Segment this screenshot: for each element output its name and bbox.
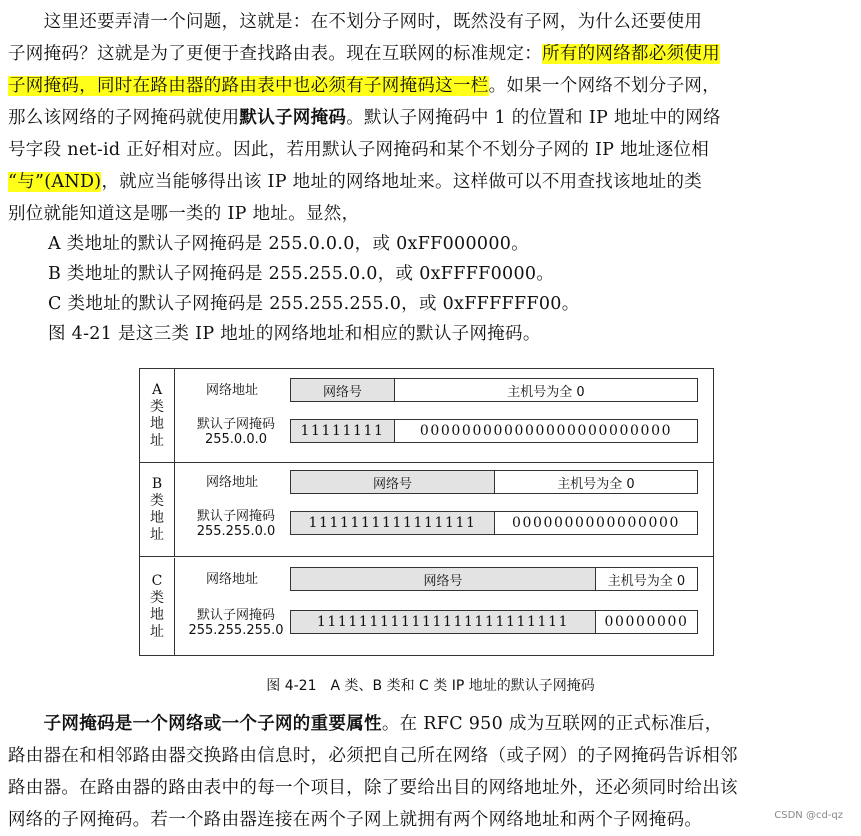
para2-line1 [8,708,723,740]
para1-line5: 号字段 net-id 正好相对应。因此，若用默认子网掩码和某个不划分子网的 IP 地址逐位相 [8,140,710,160]
mask-class-c: C 类地址的默认子网掩码是 255.255.255.0，或 0xFFFFFF00。 [48,294,580,314]
figure-4-21 [139,368,714,656]
mask-label: 默认子网掩码 255.255.0.0 [196,509,276,539]
para2-line3: 路由器。在路由器的路由表中的每一个项目，除了要给出目的网络地址外，还必须同时给出该 [8,778,738,798]
para2-line2: 路由器在和相邻路由器交换路由信息时，必须把自己所在网络（或子网）的子网掩码告诉相邻 [8,746,738,766]
class-c-label: C 类 地 址 [140,558,175,655]
mask-label: 默认子网掩码 255.0.0.0 [196,417,275,447]
term-default-mask: 默认子网掩码 [239,108,347,128]
highlight-rule-end: 子网掩码，同时在路由器的路由表中也必须有子网掩码这一栏 [8,76,489,96]
host-zero-field: 主机号为全 0 [494,470,698,494]
figure-caption: 图 4-21 A 类、B 类和 C 类 IP 地址的默认子网掩码 [266,678,595,694]
mask-zeros: 0000000000000000 [494,511,698,535]
mask-zeros: 000000000000000000000000 [394,419,698,443]
para1-line2-text: 子网掩码？这就是为了更便于查找路由表。现在互联网的标准规定： [8,44,542,64]
highlight-and: “与”(AND) [8,172,102,192]
para2-line1-text: 。在 RFC 950 成为互联网的正式标准后， [381,714,723,734]
para1-line4-rest: 。默认子网掩码中 1 的位置和 IP 地址中的网络 [346,108,721,128]
host-zero-field: 主机号为全 0 [394,378,698,402]
para1-line4 [8,102,721,134]
mask-ones: 11111111 [290,419,395,443]
net-id-field: 网络号 [290,378,395,402]
class-a-section [140,369,713,463]
mask-label: 默认子网掩码 255.255.255.0 [188,608,284,638]
net-id-field: 网络号 [290,567,596,591]
watermark: CSDN @cd-qz [774,810,843,821]
net-id-field: 网络号 [290,470,495,494]
para1-line3-text: 。如果一个网络不划分子网， [488,76,721,96]
class-b-section [140,463,713,557]
class-c-section [140,558,713,655]
mask-ones: 111111111111111111111111 [290,610,596,634]
net-addr-label: 网络地址 [205,475,258,490]
mask-class-a: A 类地址的默认子网掩码是 255.0.0.0，或 0xFF000000。 [48,234,530,254]
term-mask-attribute: 子网掩码是一个网络或一个子网的重要属性 [43,714,382,734]
net-addr-label: 网络地址 [205,572,258,587]
para1-line1: 这里还要弄清一个问题，这就是：在不划分子网时，既然没有子网，为什么还要使用 [8,12,703,32]
para1-line2 [8,38,720,70]
para1-line6-text: ，就应当能够得出该 IP 地址的网络地址来。这样做可以不用查找该地址的类 [101,172,703,192]
class-a-label: A 类 地 址 [140,369,175,462]
figure-reference: 图 4-21 是这三类 IP 地址的网络地址和相应的默认子网掩码。 [48,324,541,344]
para1-line4-text: 那么该网络的子网掩码就使用 [8,108,240,128]
para2-line4: 网络的子网掩码。若一个路由器连接在两个子网上就拥有两个网络地址和两个子网掩码。 [8,810,703,830]
para1-line6 [8,166,702,198]
highlight-rule-start: 所有的网络都必须使用 [542,44,720,64]
mask-ones: 1111111111111111 [290,511,495,535]
host-zero-field: 主机号为全 0 [595,567,698,591]
net-addr-label: 网络地址 [205,383,258,398]
class-b-label: B 类 地 址 [140,463,175,556]
mask-zeros: 00000000 [595,610,698,634]
mask-class-b: B 类地址的默认子网掩码是 255.255.0.0，或 0xFFFF0000。 [48,264,555,284]
para1-line3 [8,70,720,102]
para1-line7: 别位就能知道这是哪一类的 IP 地址。显然， [8,204,360,224]
